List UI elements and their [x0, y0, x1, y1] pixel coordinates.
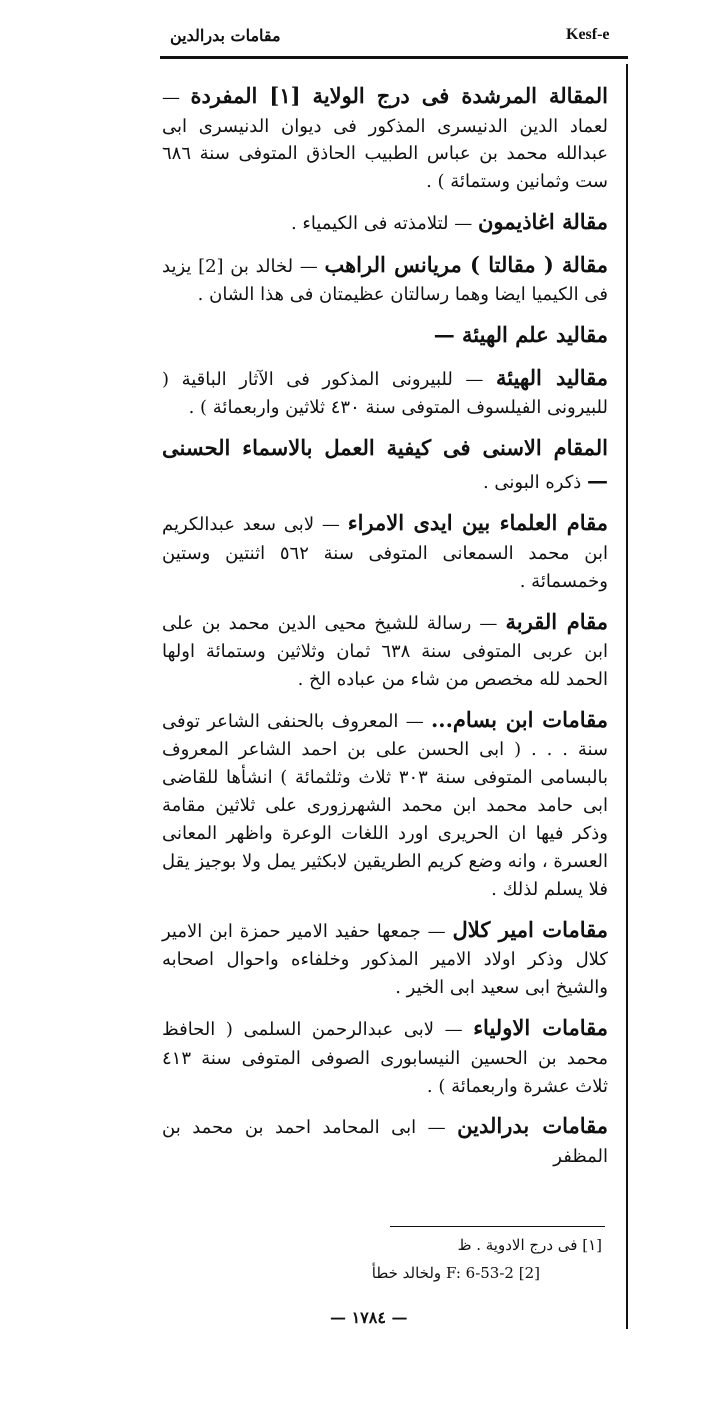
entry-heading: المقام الاسنى فى كيفية العمل بالاسماء الحسنى —: [162, 435, 608, 493]
entry-text: — المعروف بالحنفى الشاعر توفى سنة . . . ( ابى الحسن على بن احمد الشاعر المعروف بالبسامى المتوفى سنة ٣٠٣ ثلاث وثلثمائة ) انشأها للقاضى ابى حامد محمد ابن محمد الشهرزورى على ثلاثين مقامة وذكر فيها ان الحريرى اورد اللغات الوعرة واظهر المعانى العسرة ، وانه وضع كريم الطريقين لابكثير يمل ولا بوجيز يقل فلا يسلم لذلك .: [161, 710, 608, 900]
entry: [162, 1012, 608, 1100]
entry-text: — لعماد الدين الدنيسرى المذكور فى ديوان الدنيسرى ابى عبدالله محمد بن عباس الطبيب الحاذق المتوفى سنة ٦٨٦ ست وثمانين وستمائة ) .: [162, 87, 608, 193]
book-tag: Kesf-e: [566, 26, 610, 43]
header-rule: [160, 56, 628, 59]
entry-text: — جمعها حفيد الامير حمزة ابن الامير كلال وذكر اولاد الامير المذكور وخلفاءه واحوال اصحابه والشيخ ابى سعيد ابى الخير .: [162, 920, 608, 999]
margin-rule: [626, 64, 628, 1329]
entry-heading: مقام العلماء بين ايدى الامراء: [347, 510, 608, 536]
entry-text: — لابى سعد عبدالكريم ابن محمد السمعانى المتوفى سنة ٥٦٢ اثنتين وستين وخمسمائة .: [162, 514, 608, 592]
page-number: — ١٧٨٤ —: [330, 1308, 408, 1327]
entry: [162, 319, 608, 352]
entry-heading: مقاليد علم الهيئة —: [433, 322, 608, 348]
entry: [162, 362, 608, 422]
entry: [162, 1110, 608, 1170]
entry-text: — لتلامذته فى الكيمياء .: [290, 213, 478, 235]
entry: [162, 704, 608, 904]
entry: [162, 606, 608, 694]
entry-heading: مقامات الاولياء: [473, 1015, 608, 1041]
footnote-2: [2] F: 6-53-2 ولخالد خطأ: [371, 1264, 540, 1282]
entry: [162, 507, 608, 595]
entry: [162, 206, 608, 239]
entry-heading: المقالة المرشدة فى درج الولاية [١] المفردة: [190, 83, 608, 108]
entry: [162, 914, 608, 1002]
entry-text: — لخالد بن [2] يزيد فى الكيميا ايضا وهما رسالتان عظيمتان فى هذا الشان .: [162, 255, 608, 306]
entry-text: ذكره البونى .: [482, 471, 587, 493]
entry-heading: مقامات ابن بسام...: [431, 706, 608, 732]
entry: [162, 249, 608, 309]
entry: [162, 432, 608, 497]
entry: [162, 80, 608, 196]
entry-text: — لابى عبدالرحمن السلمى ( الحافظ محمد بن الحسين النيسابورى الصوفى المتوفى سنة ٤١٣ ثلاث عشرة واربعمائة ) .: [162, 1019, 608, 1097]
main-text: [162, 80, 608, 1181]
running-title: مقامات بدرالدين: [170, 26, 281, 45]
entry-heading: مقالة اغاذيمون: [477, 209, 608, 235]
footnote-1: [١] فى درج الادوية . ظ: [457, 1236, 602, 1254]
entry-heading: مقالة ( مقالتا ) مريانس الراهب: [324, 251, 608, 277]
footnote-rule: [390, 1226, 605, 1227]
entry-text: — رسالة للشيخ محيى الدين محمد بن على ابن عربى المتوفى سنة ٦٣٨ ثمان وثلاثين وستمائة اولها الحمد لله مخصص من شاء من عباده الخ .: [162, 612, 608, 691]
entry-heading: مقام القربة: [505, 608, 608, 634]
entry-text: — للبيرونى المذكور فى الآثار الباقية ( للبيرونى الفيلسوف المتوفى سنة ٤٣٠ ثلاثين واربعمائة ) .: [162, 368, 608, 419]
entry-text: — ابى المحامد احمد بن محمد بن المظفر: [162, 1117, 608, 1168]
entry-heading: مقامات امير كلال: [452, 916, 608, 942]
entry-heading: مقامات بدرالدين: [457, 1113, 609, 1139]
entry-heading: مقاليد الهيئة: [495, 364, 608, 390]
